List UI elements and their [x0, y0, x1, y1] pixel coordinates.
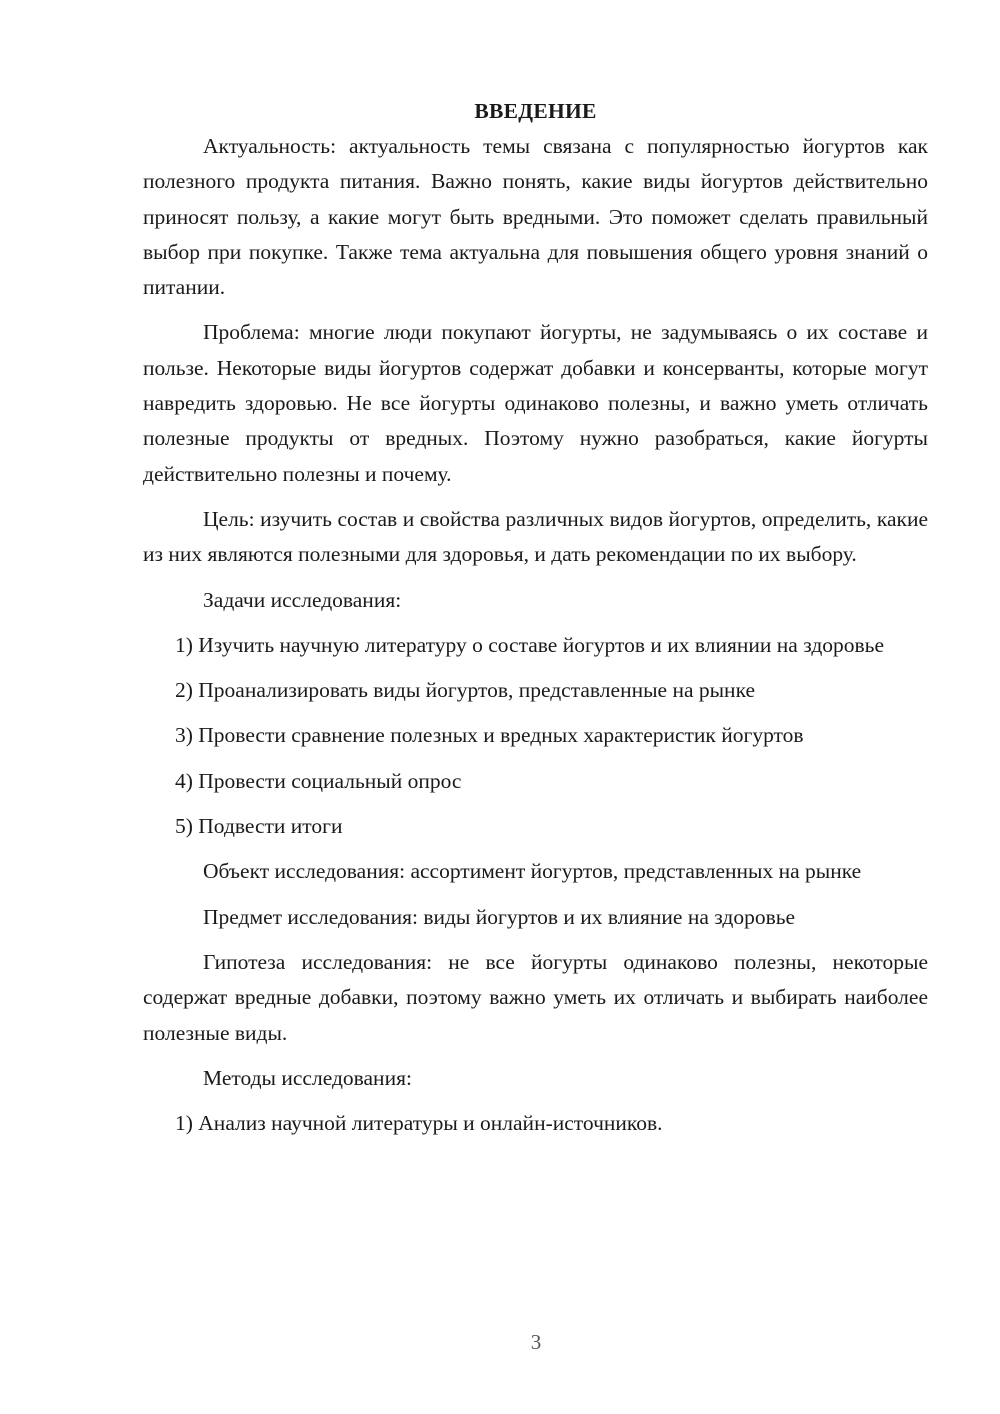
task-item-2: 2) Проанализировать виды йогуртов, представленные на рынке [175, 678, 756, 703]
document-page [143, 94, 928, 1141]
page-number: 3 [530, 1330, 542, 1354]
goal-paragraph: Цель: изучить состав и свойства различных видов йогуртов, определить, какие из них являются полезными для здоровья, и дать рекомендации по их выбору. [143, 506, 928, 567]
method-item-1: 1) Анализ научной литературы и онлайн-источников. [175, 1111, 663, 1136]
task-item-4: 4) Провести социальный опрос [175, 768, 462, 793]
object-paragraph: Объект исследования: ассортимент йогуртов, представленных на рынке [203, 859, 862, 884]
subject-paragraph: Предмет исследования: виды йогуртов и их влияние на здоровье [203, 904, 796, 929]
section-title: ВВЕДЕНИЕ [474, 99, 597, 123]
methods-heading: Методы исследования: [203, 1065, 412, 1090]
hypothesis-paragraph: Гипотеза исследования: не все йогурты одинаково полезны, некоторые содержат вредные добавки, поэтому важно уметь их отличать и выбирать наиболее полезные виды. [143, 949, 928, 1045]
task-item-5: 5) Подвести итоги [175, 814, 343, 839]
task-item-1: 1) Изучить научную литературу о составе йогуртов и их влиянии на здоровье [175, 632, 885, 657]
problem-paragraph: Проблема: многие люди покупают йогурты, не задумываясь о их составе и пользе. Некоторые виды йогуртов содержат добавки и консерванты, которые могут навредить здоровью. Не все йогурты одинаково полезны, и важно уметь отличать полезные продукты от вредных. Поэтому нужно разобраться, какие йогурты действительно полезны и почему. [143, 320, 928, 486]
task-item-3: 3) Провести сравнение полезных и вредных характеристик йогуртов [175, 723, 804, 748]
tasks-heading: Задачи исследования: [203, 587, 402, 612]
relevance-paragraph: Актуальность: актуальность темы связана с популярностью йогуртов как полезного продукта питания. Важно понять, какие виды йогуртов действительно приносят пользу, а какие могут быть вредными. Это поможет сделать правильный выбор при покупке. Также тема актуальна для повышения общего уровня знаний о питании. [143, 134, 928, 300]
